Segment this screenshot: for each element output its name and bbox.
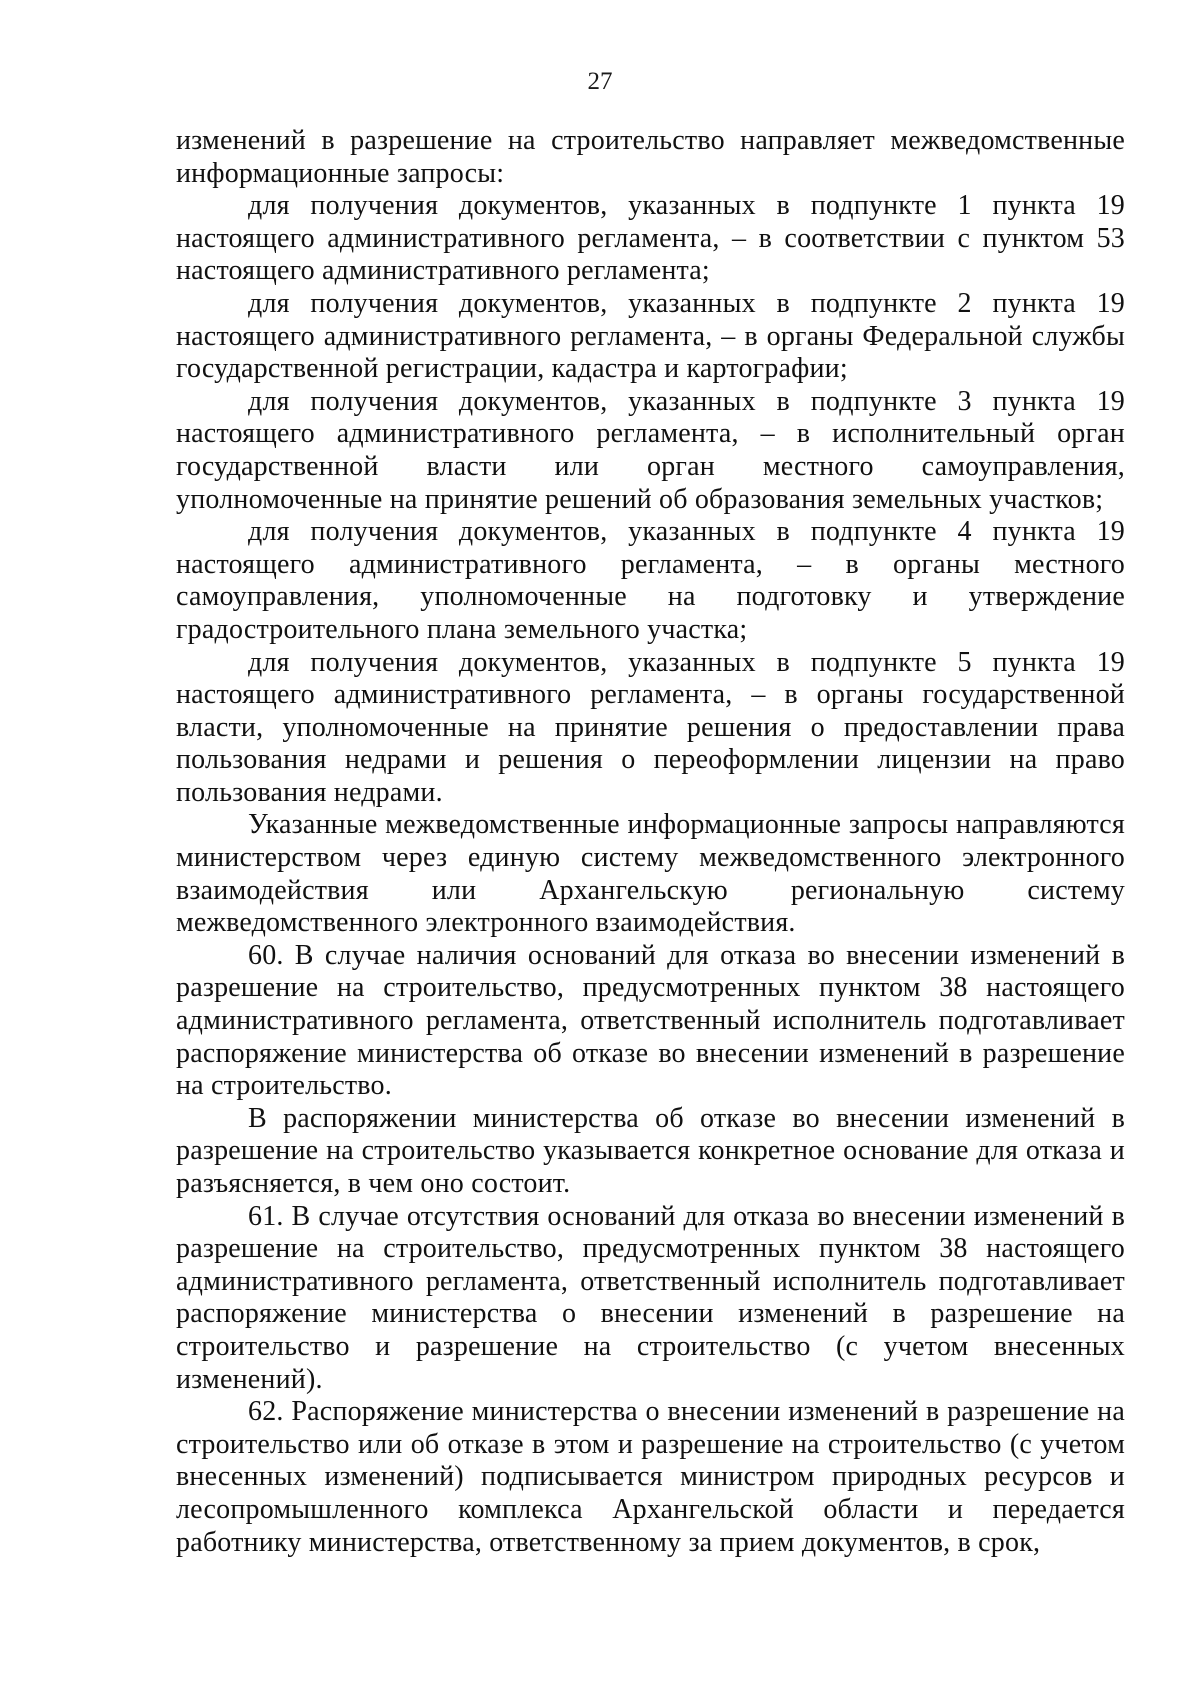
paragraph-item-60-note: В распоряжении министерства об отказе во внесении изменений в разрешение на строительство указывается конкретное основание для отказа и разъясняется, в чем оно состоит. — [176, 1102, 1125, 1199]
paragraph-item-61: 61. В случае отсутствия оснований для отказа во внесении изменений в разрешение на строительство, предусмотренных пунктом 38 настоящего административного регламента, ответственный исполнитель подготавливает распоряжение министерства о внесении изменений в разрешение на строительство и разрешение на строительство (с учетом внесенных изменений). — [176, 1200, 1125, 1395]
paragraph-subitem-2: для получения документов, указанных в подпункте 2 пункта 19 настоящего административного регламента, – в органы Федеральной службы государственной регистрации, кадастра и картографии; — [176, 287, 1125, 385]
paragraph-item-60: 60. В случае наличия оснований для отказа во внесении изменений в разрешение на строительство, предусмотренных пунктом 38 настоящего административного регламента, ответственный исполнитель подготавливает распоряжение министерства об отказе во внесении изменений в разрешение на строительство. — [176, 939, 1125, 1102]
paragraph-subitem-3: для получения документов, указанных в подпункте 3 пункта 19 настоящего административного регламента, – в исполнительный орган государственной власти или орган местного самоуправления, уполномоченные на принятие решений об образования земельных участков; — [176, 385, 1125, 515]
paragraph-continuation: изменений в разрешение на строительство направляет межведомственные информационные запросы: — [176, 125, 1125, 189]
paragraph-subitem-4: для получения документов, указанных в подпункте 4 пункта 19 настоящего административного регламента, – в органы местного самоуправления, уполномоченные на подготовку и утверждение градостроительного плана земельного участка; — [176, 516, 1125, 645]
document-body — [176, 125, 1125, 1559]
paragraph-requests-note: Указанные межведомственные информационные запросы направляются министерством через единую систему межведомственного электронного взаимодействия или Архангельскую региональную систему межведомственного электронного взаимодействия. — [176, 809, 1125, 939]
paragraph-item-62: 62. Распоряжение министерства о внесении изменений в разрешение на строительство или об отказе в этом и разрешение на строительство (с учетом внесенных изменений) подписывается министром природных ресурсов и лесопромышленного комплекса Архангельской области и передается работнику министерства, ответственному за прием документов, в срок, — [176, 1396, 1125, 1558]
paragraph-subitem-1: для получения документов, указанных в подпункте 1 пункта 19 настоящего административного регламента, – в соответствии с пунктом 53 настоящего административного регламента; — [176, 190, 1125, 287]
page-number: 27 — [587, 68, 613, 95]
paragraph-subitem-5: для получения документов, указанных в подпункте 5 пункта 19 настоящего административного регламента, – в органы государственной власти, уполномоченные на принятие решения о предоставлении права пользования недрами и решения о переоформлении лицензии на право пользования недрами. — [176, 646, 1125, 808]
